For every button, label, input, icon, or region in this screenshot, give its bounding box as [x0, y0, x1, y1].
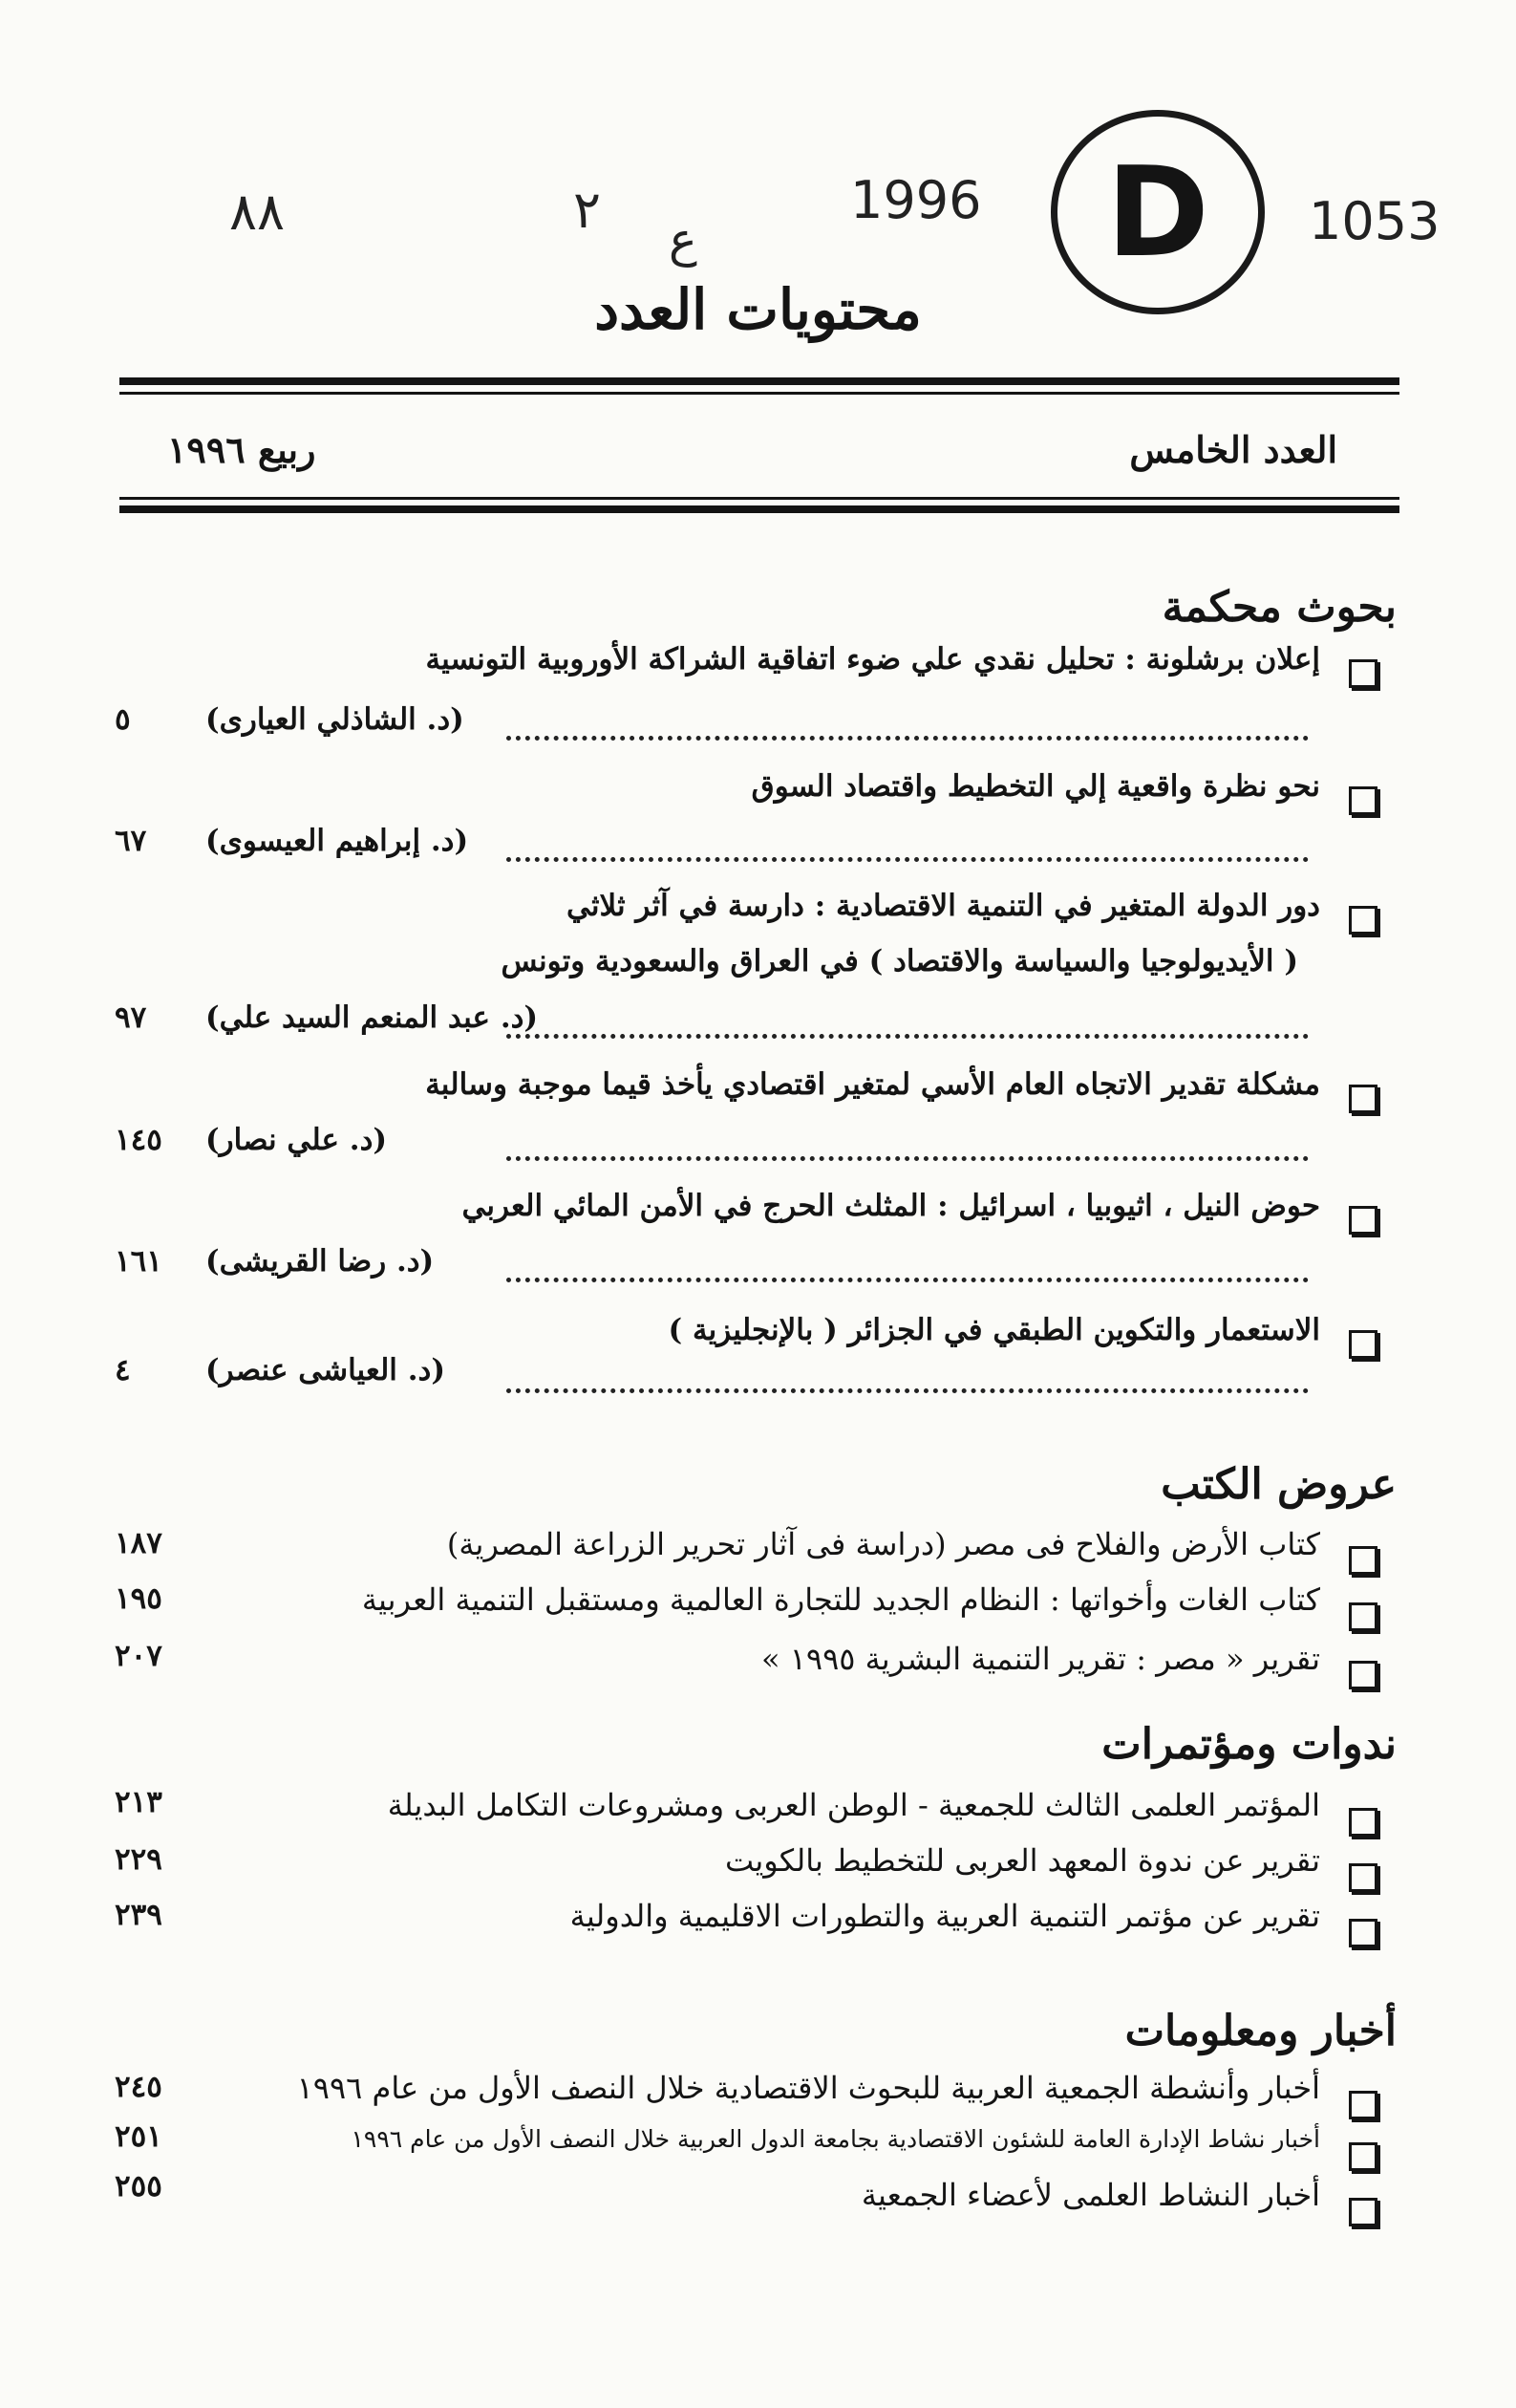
entry-page: ٩٧ [115, 1000, 147, 1035]
dot-leader [506, 1156, 1309, 1161]
divider [119, 505, 1399, 513]
entry-page: ٢٠٧ [115, 1639, 162, 1673]
entry-title: حوض النيل ، اثيوبيا ، اسرائيل : المثلث الحرج في الأمن المائي العربي [461, 1189, 1320, 1223]
entry-title: مشكلة تقدير الاتجاه العام الأسي لمتغير اقتصادي يأخذ قيما موجبة وسالبة [425, 1067, 1320, 1102]
handwritten-mark: ٢ [573, 180, 602, 240]
checkbox-icon [1349, 906, 1377, 935]
divider [119, 377, 1399, 385]
issue-bar [119, 428, 1399, 485]
entry-author: (د. رضا القريشى) [205, 1244, 435, 1279]
entry-page: ٦٧ [115, 824, 147, 858]
handwritten-year: 1996 [850, 170, 982, 230]
entry-author: (د. علي نصار) [205, 1123, 388, 1157]
checkbox-icon [1349, 1919, 1377, 1947]
entry-title-continued: ( الأيديولوجيا والسياسة والاقتصاد ) في العراق والسعودية وتونس [501, 944, 1298, 978]
checkbox-icon [1349, 1206, 1377, 1235]
entry-page: ٢٤٥ [115, 2070, 162, 2104]
page-title: محتويات العدد [594, 277, 922, 342]
entry-author: (د. إبراهيم العيسوى) [205, 824, 469, 858]
entry-title: نحو نظرة واقعية إلي التخطيط واقتصاد السوق [751, 769, 1320, 804]
entry-author: (د. عبد المنعم السيد علي) [205, 1000, 539, 1035]
checkbox-icon [1349, 1602, 1377, 1631]
entry-title: أخبار النشاط العلمى لأعضاء الجمعية [861, 2177, 1320, 2213]
entry-title: إعلان برشلونة : تحليل نقدي علي ضوء اتفاقية الشراكة الأوروبية التونسية [425, 642, 1320, 677]
handwritten-number: 1053 [1309, 191, 1441, 251]
checkbox-icon [1349, 1330, 1377, 1359]
divider [119, 497, 1399, 500]
checkbox-icon [1349, 1085, 1377, 1113]
entry-page: ١٩٥ [115, 1581, 162, 1616]
entry-page: ٤ [115, 1353, 131, 1387]
entry-page: ١٦١ [115, 1244, 162, 1279]
entry-title: الاستعمار والتكوين الطبقي في الجزائر ( بالإنجليزية ) [668, 1313, 1320, 1347]
entry-title: أخبار نشاط الإدارة العامة للشئون الاقتصادية بجامعة الدول العربية خلال النصف الأول من عام ١٩٩٦ [351, 2125, 1320, 2153]
dot-leader [506, 736, 1309, 741]
checkbox-icon [1349, 2142, 1377, 2171]
entry-page: ٢٥١ [115, 2119, 162, 2154]
handwritten-mark: ٨٨ [229, 182, 286, 242]
checkbox-icon [1349, 659, 1377, 688]
entry-page: ٢٢٩ [115, 1842, 162, 1877]
entry-author: (د. الشاذلي العيارى) [205, 702, 464, 737]
entry-title: كتاب الأرض والفلاح فى مصر (دراسة فى آثار تحرير الزراعة المصرية) [446, 1526, 1320, 1562]
stamp-letter: D [1106, 140, 1209, 285]
section-title-research: بحوث محكمة [1162, 583, 1397, 632]
divider [119, 392, 1399, 395]
section-title-news: أخبار ومعلومات [1124, 2007, 1397, 2055]
entry-page: ١٨٧ [115, 1526, 162, 1560]
entry-title: أخبار وأنشطة الجمعية العربية للبحوث الاقتصادية خلال النصف الأول من عام ١٩٩٦ [296, 2070, 1320, 2106]
issue-date: ربيع ١٩٩٦ [167, 428, 316, 471]
entry-page: ٢١٣ [115, 1785, 162, 1819]
checkbox-icon [1349, 2091, 1377, 2119]
entry-title: تقرير عن ندوة المعهد العربى للتخطيط بالكويت [724, 1842, 1320, 1879]
handwritten-mark: ع [669, 212, 697, 268]
section-title-conferences: ندوات ومؤتمرات [1101, 1720, 1397, 1769]
checkbox-icon [1349, 786, 1377, 815]
entry-title: تقرير « مصر : تقرير التنمية البشرية ١٩٩٥ » [760, 1641, 1320, 1677]
dot-leader [506, 1278, 1309, 1282]
checkbox-icon [1349, 2198, 1377, 2226]
checkbox-icon [1349, 1808, 1377, 1837]
entry-title: تقرير عن مؤتمر التنمية العربية والتطورات الاقليمية والدولية [569, 1898, 1320, 1934]
section-title-books: عروض الكتب [1161, 1460, 1397, 1509]
entry-title: كتاب الغات وأخواتها : النظام الجديد للتجارة العالمية ومستقبل التنمية العربية [361, 1581, 1320, 1618]
entry-page: ٥ [115, 702, 131, 737]
entry-author: (د. العياشى عنصر) [205, 1353, 445, 1387]
dot-leader [506, 857, 1309, 862]
checkbox-icon [1349, 1661, 1377, 1689]
dot-leader [506, 1388, 1309, 1393]
dot-leader [506, 1034, 1309, 1039]
checkbox-icon [1349, 1546, 1377, 1575]
checkbox-icon [1349, 1863, 1377, 1892]
entry-title: دور الدولة المتغير في التنمية الاقتصادية : دارسة في آثر ثلاثي [566, 889, 1320, 923]
entry-page: ٢٥٥ [115, 2169, 162, 2204]
entry-title: المؤتمر العلمى الثالث للجمعية - الوطن العربى ومشروعات التكامل البديلة [387, 1787, 1320, 1823]
issue-number: العدد الخامس [1129, 428, 1337, 471]
entry-page: ٢٣٩ [115, 1898, 162, 1932]
entry-page: ١٤٥ [115, 1123, 162, 1157]
